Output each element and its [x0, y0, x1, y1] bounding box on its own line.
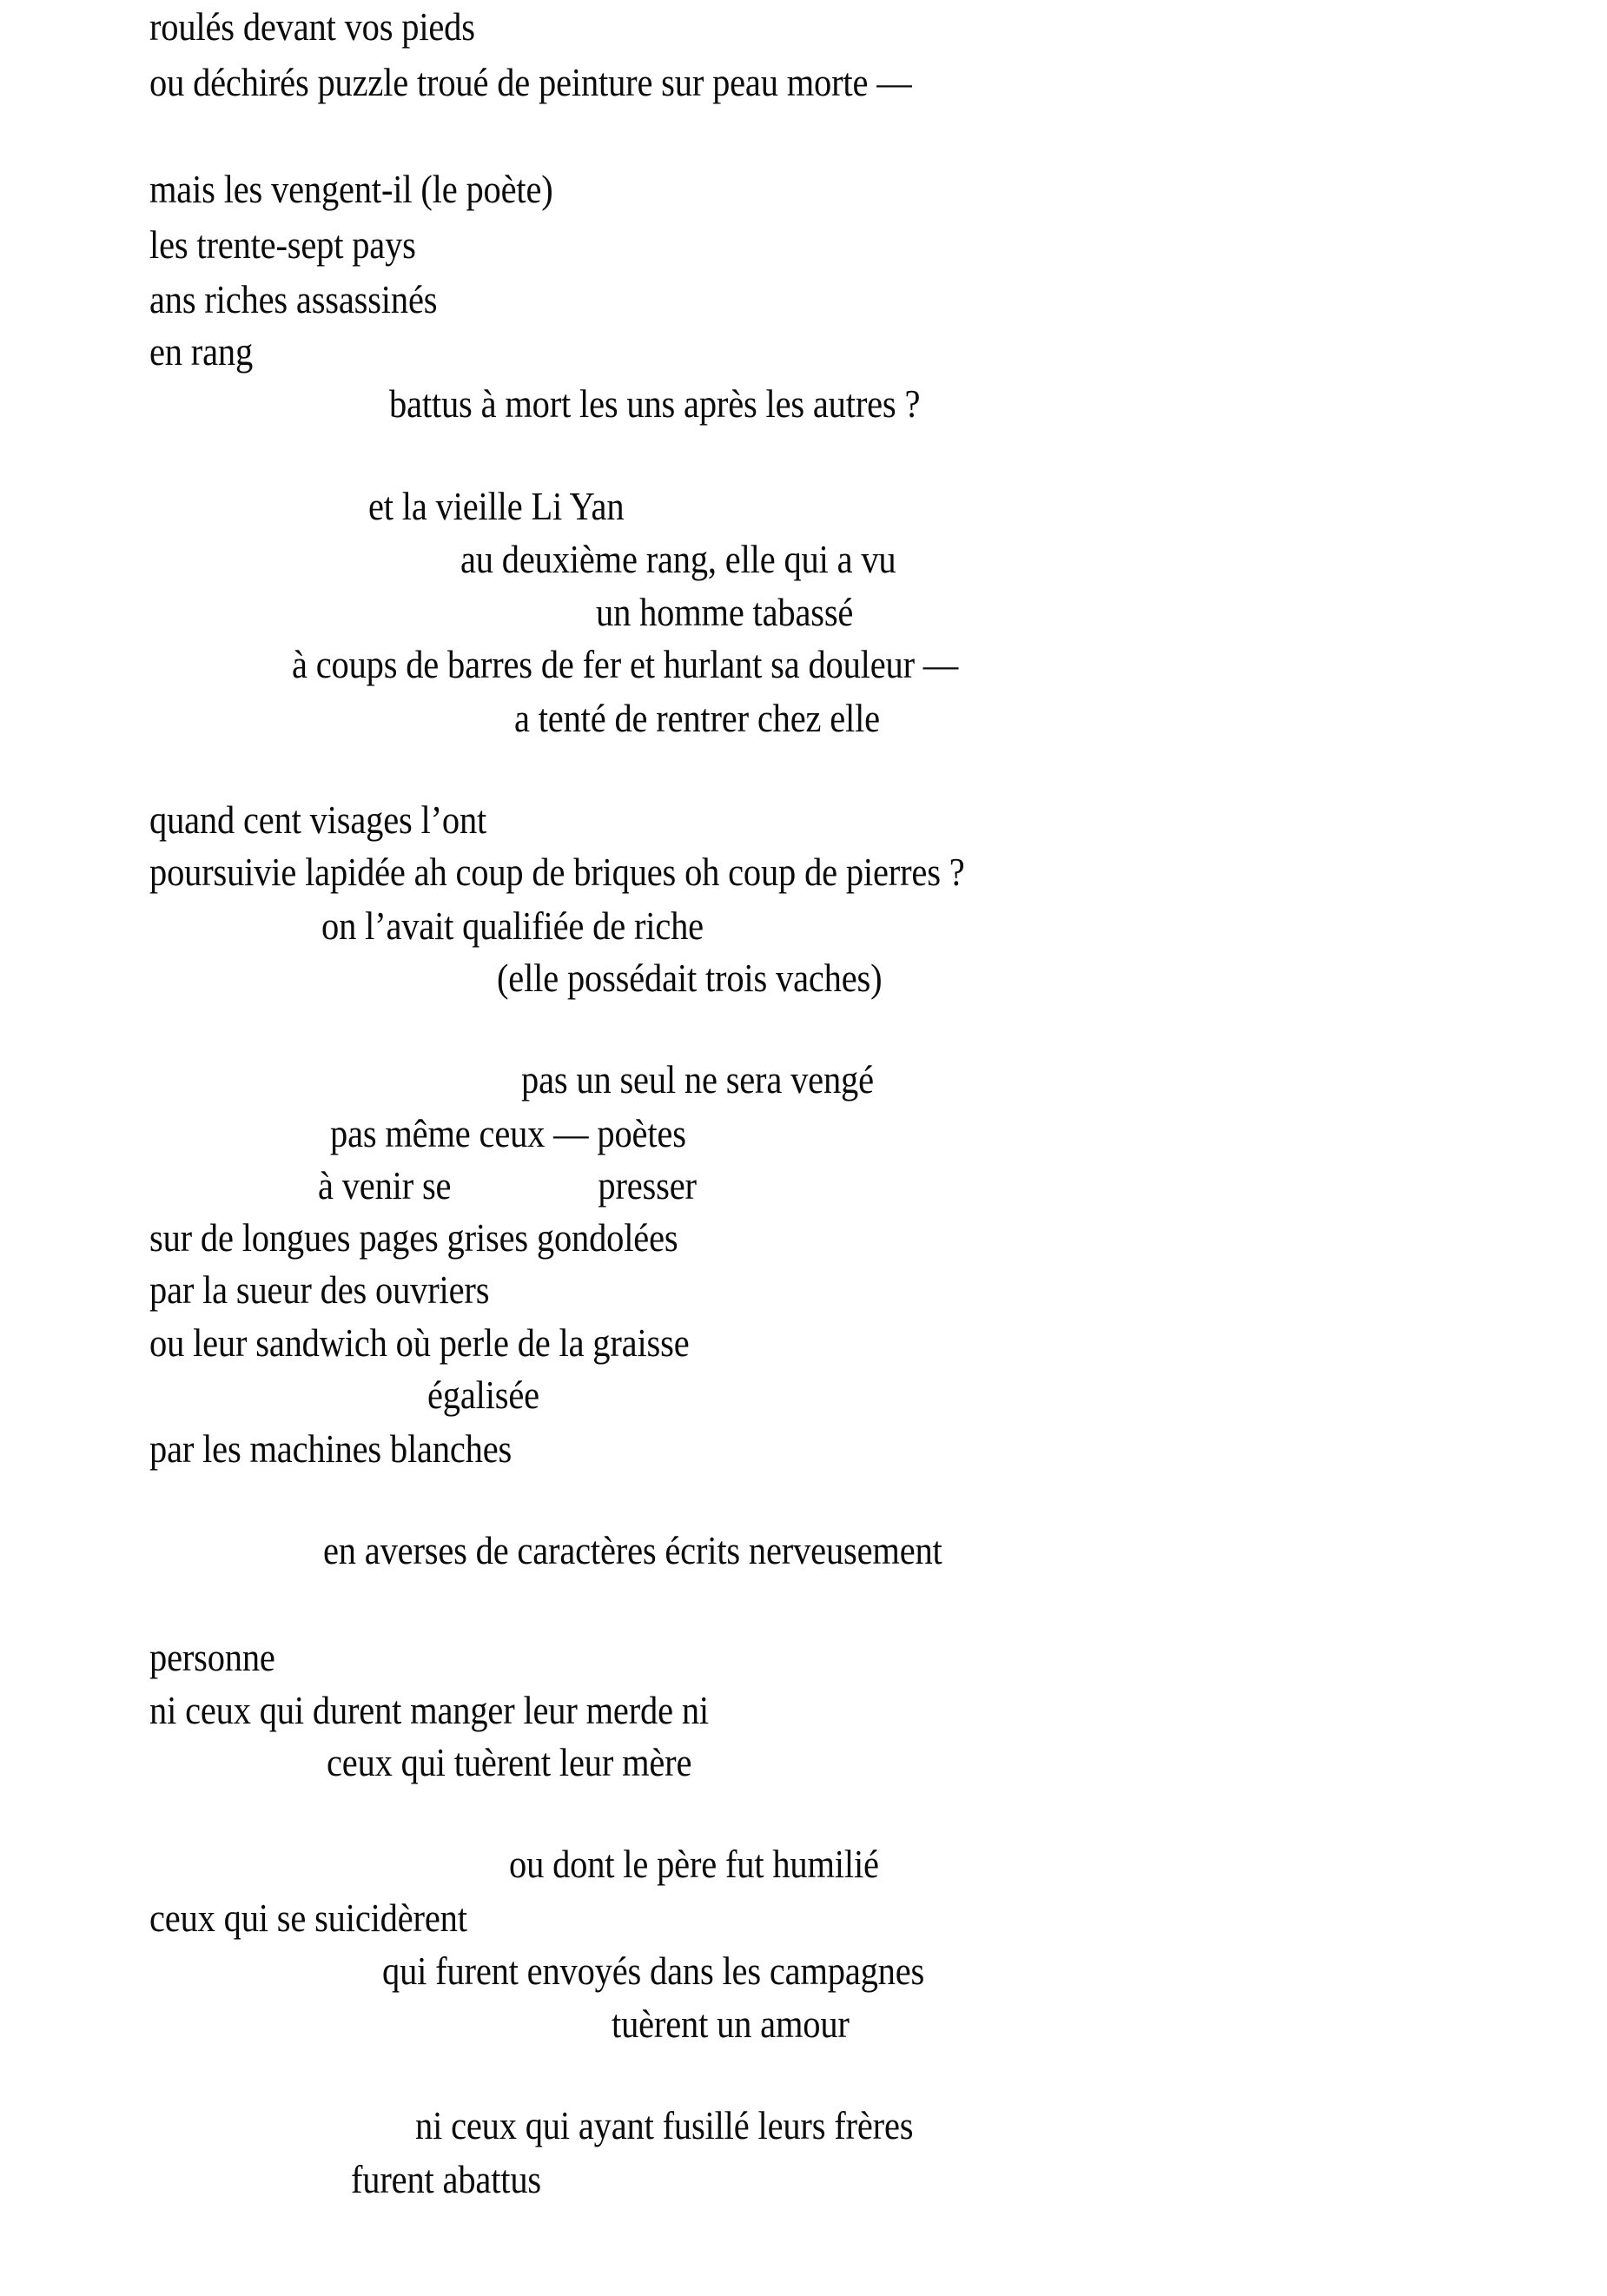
- poem-line: a tenté de rentrer chez elle: [514, 696, 880, 740]
- poem-line: pas un seul ne sera vengé: [521, 1057, 874, 1102]
- poem-line: sur de longues pages grises gondolées: [149, 1215, 678, 1260]
- poem-line: tuèrent un amour: [612, 2002, 850, 2046]
- poem-line: par les machines blanches: [149, 1426, 513, 1471]
- poem-line: en rang: [149, 329, 254, 374]
- poem-line: ni ceux qui ayant fusillé leurs frères: [415, 2103, 914, 2147]
- poem-line: ceux qui tuèrent leur mère: [327, 1740, 692, 1784]
- poem-line: égalisée: [427, 1373, 539, 1417]
- poem-line: furent abattus: [351, 2157, 541, 2201]
- poem-line: à venir se presser: [318, 1163, 697, 1208]
- poem-line: ou déchirés puzzle troué de peinture sur peau morte —: [149, 60, 912, 104]
- poem-line: ou dont le père fut humilié: [509, 1842, 879, 1886]
- poem-line: mais les vengent-il (le poète): [149, 167, 553, 211]
- poem-line: poursuivie lapidée ah coup de briques oh coup de pierres ?: [149, 850, 965, 894]
- poem-line: ans riches assassinés: [149, 277, 438, 321]
- poem-line: battus à mort les uns après les autres ?: [389, 381, 921, 426]
- poem-line: ni ceux qui durent manger leur merde ni: [149, 1688, 709, 1732]
- poem-line: les trente-sept pays: [149, 222, 416, 267]
- poem-line: au deuxième rang, elle qui a vu: [460, 537, 896, 581]
- poem-line: personne: [149, 1635, 275, 1679]
- poem-line: ceux qui se suicidèrent: [149, 1896, 467, 1940]
- poem-line: (elle possédait trois vaches): [497, 956, 883, 1000]
- poem-line: pas même ceux — poètes: [330, 1111, 686, 1155]
- poem-line: quand cent visages l’ont: [149, 797, 487, 842]
- poem-line: en averses de caractères écrits nerveusement: [323, 1528, 942, 1572]
- poem-line: à coups de barres de fer et hurlant sa douleur —: [292, 642, 959, 686]
- poem-line: et la vieille Li Yan: [368, 484, 625, 528]
- poem-line: on l’avait qualifiée de riche: [321, 903, 704, 948]
- poem-line: qui furent envoyés dans les campagnes: [382, 1949, 925, 1993]
- poem-line: par la sueur des ouvriers: [149, 1267, 490, 1312]
- poem-line: ou leur sandwich où perle de la graisse: [149, 1320, 690, 1365]
- poem-line: roulés devant vos pieds: [149, 4, 475, 49]
- poem-line: un homme tabassé: [596, 590, 854, 634]
